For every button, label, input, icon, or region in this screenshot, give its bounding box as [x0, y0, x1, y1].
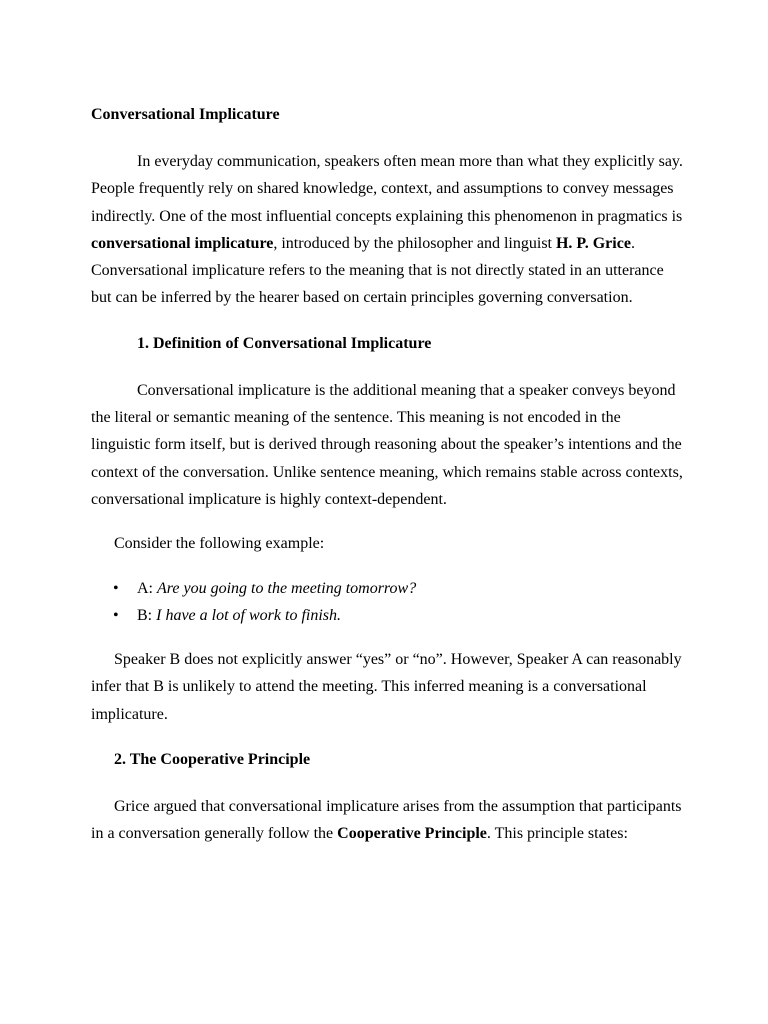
- intro-text-3: . Conversational implicature refers to the meaning that is not directly stated in an utterance but can be inferred by the hearer based on certain principles governing conversation.: [91, 234, 664, 307]
- section-2-heading: 2. The Cooperative Principle: [114, 751, 311, 769]
- intro-bold-name: H. P. Grice: [555, 234, 631, 252]
- section-2-paragraph: [91, 793, 683, 848]
- intro-bold-term: conversational implicature: [91, 234, 274, 252]
- example-utterance: I have a lot of work to finish.: [156, 606, 341, 624]
- section-1-heading: 1. Definition of Conversational Implicature: [137, 334, 432, 352]
- example-list: [91, 575, 683, 630]
- bullet-icon: •: [113, 606, 119, 624]
- document-page: [91, 103, 683, 848]
- example-utterance: Are you going to the meeting tomorrow?: [157, 579, 417, 597]
- list-item: [91, 602, 683, 629]
- intro-paragraph: [91, 148, 683, 312]
- example-speaker: B:: [137, 606, 157, 624]
- example-speaker: A:: [137, 579, 157, 597]
- consider-line: Consider the following example:: [114, 535, 325, 553]
- explanation-paragraph: Speaker B does not explicitly answer “yes” or “no”. However, Speaker A can reasonably infer that B is unlikely to attend the meeting. This inferred meaning is a conversational implicature.: [91, 651, 682, 723]
- section-2-bold-term: Cooperative Principle: [337, 825, 487, 843]
- intro-text-1: In everyday communication, speakers often mean more than what they explicitly say. People frequently rely on shared knowledge, context, and assumptions to convey messages indirectly. One of the most influential concepts explaining this phenomenon in pragmatics is: [91, 153, 683, 225]
- intro-text-2: , introduced by the philosopher and linguist: [273, 234, 556, 252]
- section-1-paragraph: Conversational implicature is the additional meaning that a speaker conveys beyond the literal or semantic meaning of the sentence. This meaning is not encoded in the linguistic form itself, but is derived through reasoning about the speaker’s intentions and the context of the conversation. Unlike sentence meaning, which remains stable across contexts, conversational implicature is highly context-dependent.: [91, 381, 683, 508]
- list-item: [91, 575, 683, 602]
- section-2-text-2: . This principle states:: [486, 825, 628, 843]
- bullet-icon: •: [113, 579, 119, 597]
- document-title: Conversational Implicature: [91, 106, 280, 123]
- section-2-text-1: Grice argued that conversational implicature arises from the assumption that participants in a conversation generally follow the: [91, 798, 682, 843]
